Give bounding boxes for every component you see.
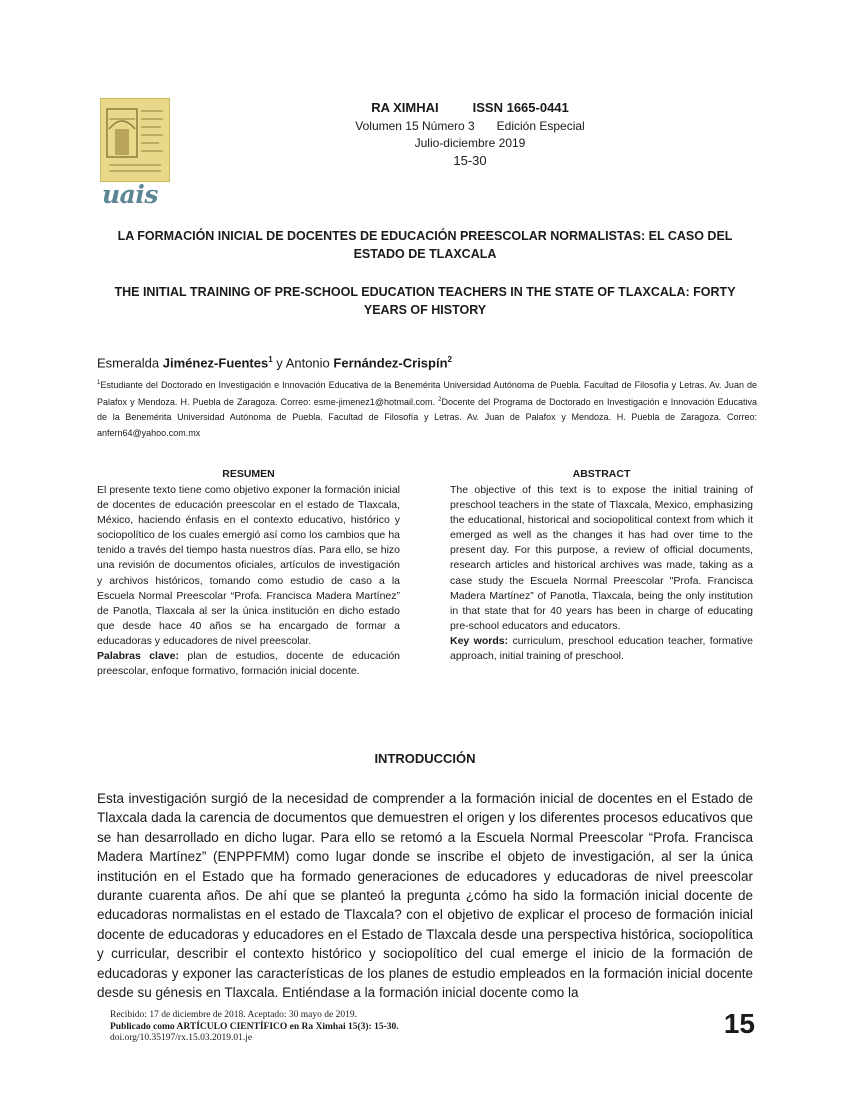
affil2-text: Docente del Programa de Doctorado en Investigación e Innovación Educativa de la Benemérita Universidad Autónoma de Puebla. Facultad de Filosofía y Letras. Av. Juan de Palafox y Mendoza. H. Puebla de Zaragoza. Correo: anfern64@yahoo.com.mx [97,397,757,438]
footer-notes [110,1010,610,1045]
resumen-body: El presente texto tiene como objetivo exponer la formación inicial de docentes de educación preescolar en el estado de Tlaxcala, México, haciendo énfasis en el contexto educativo, histórico y sociopolítico de los cuales emergió así como los cambios que ha tenido a través del tiempo hasta nuestros días. Para ello, se hizo una revisión de documentos oficiales, artículos de investigación y archivos históricos, tomando como estudio de caso a la Escuela Normal Preescolar “Profa. Francisca Madera Martínez” de Panotla, Tlaxcala al ser la única institución en dicho estado que desde hace 40 años se ha encargado de formar a educadoras y educadores de nivel preescolar. [97,484,400,647]
volume-number: Volumen 15 Número 3 [355,119,475,133]
keywords-label: Palabras clave: [97,650,179,663]
uais-logo-text: uais [102,180,158,209]
edition-label: Edición Especial [496,119,585,133]
keywords-label-en: Key words: [450,634,509,647]
abstract-heading: ABSTRACT [572,468,631,480]
author-connector: y Antonio [272,355,334,371]
doi-link[interactable]: doi.org/10.35197/rx.15.03.2019.01.je [110,1033,253,1043]
journal-header-line [250,100,690,115]
author1-superscript: 1 [268,355,273,364]
keywords-text: plan de estudios, docente de educación preescolar, enfoque formativo, formación inicial docente. [97,650,400,678]
author2-superscript: 2 [447,355,452,364]
volume-line [250,119,690,133]
introduction-body: Esta investigación surgió de la necesidad de comprender a la formación inicial de docentes en el Estado de Tlaxcala dada la carencia de documentos que demuestren el origen y los diferentes procesos educativos que se han desarrollado en dicho lugar. Para ello se retomó a la Escuela Normal Preescolar “Profa. Francisca Madera Martínez” (ENPPFMM) como lugar donde se inscribe el objeto de investigación, al ser la única institución en el Estado que ha formado generaciones de educadores y educadoras de nivel preescolar durante cuarenta años. De ahí que se planteó la pregunta ¿cómo ha sido la formación inicial docente de educadoras normalistas en el estado de Tlaxcala? con el objetivo de explicar el proceso de formación inicial docente de educadoras y educadores en el Estado de Tlaxcala desde una perspectiva histórica, sociopolítica y curricular, describir el contexto histórico y sociopolítico del cual emerge el inicio de la formación de educadoras y exponer las características de los planes de estudio empleados en la formación inicial docente desde su génesis en Tlaxcala. Entiéndase a la formación inicial docente como la [97,791,753,1001]
university-seal-image [100,98,170,182]
title-english: THE INITIAL TRAINING OF PRE-SCHOOL EDUCATION TEACHERS IN THE STATE OF TLAXCALA: FORTY YEARS OF HISTORY [114,285,736,317]
title-spanish: LA FORMACIÓN INICIAL DE DOCENTES DE EDUCACIÓN PREESCOLAR NORMALISTAS: EL CASO DEL ESTADO DE TLAXCALA [117,229,733,261]
abstract-keywords [450,634,753,664]
keywords-text-en: curriculum, preschool education teacher, formative approach, initial training of preschool. [450,634,753,663]
authors-line [97,355,757,370]
introduction-heading: INTRODUCCIÓN [374,751,476,766]
affiliations [97,376,757,441]
abstract-body: The objective of this text is to expose the initial training of preschool teachers in the state of Tlaxcala, Mexico, emphasizing the educational, historical and sociopolitical context from which it emerged as well as the changes it has had over time to the present day. For this purpose, a review of official documents, research articles and historical archives was made, taking as a case study the Escuela Normal Preescolar "Profa. Francisca Madera Martínez” of Panotla, Tlaxcala, being the only institution in that state that for 40 years has been in charge of educating pre-school educators and educators. [450,484,753,632]
period-line: Julio-diciembre 2019 [414,136,526,150]
affil2-superscript: 2 [438,397,442,404]
building-seal-icon [101,99,169,181]
resumen-keywords [97,649,400,679]
affil1-text: Estudiante del Doctorado en Investigación e Innovación Educativa de la Benemérita Universidad Autónoma de Puebla. Facultad de Filosofía y Letras. Av. Juan de Palafox y Mendoza. H. Puebla de Zaragoza. Correo: esme-jimenez1@hotmail.com. [97,380,757,408]
publication-note: Publicado como ARTÍCULO CIENTÍFICO en Ra Ximhai 15(3): 15-30. [110,1021,399,1032]
journal-name: RA XIMHAI [371,100,439,115]
author1-last-name: Jiménez-Fuentes [162,355,269,371]
author1-first-name: Esmeralda [97,355,163,371]
resumen-heading: RESUMEN [222,468,275,480]
received-date: Recibido: 17 de diciembre de 2018. Aceptado: 30 mayo de 2019. [110,1010,357,1020]
affil1-superscript: 1 [97,380,101,386]
journal-issn: ISSN 1665-0441 [472,100,569,115]
page-number: 15 [723,1008,755,1039]
abstract-section [450,467,753,664]
resumen-section [97,467,400,679]
author2-last-name: Fernández-Crispín [333,355,448,371]
journal-logo [100,98,170,208]
page-range: 15-30 [453,153,487,168]
